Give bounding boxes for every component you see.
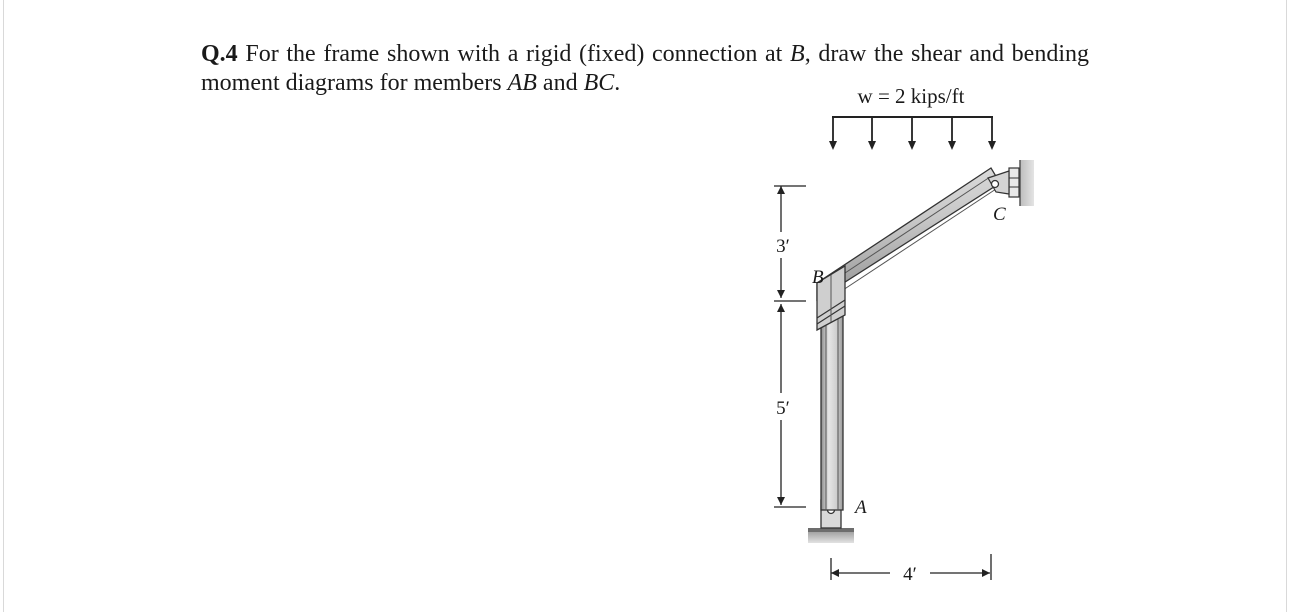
question-text-part-4: . [614, 70, 621, 96]
wall-c [1020, 160, 1034, 206]
vertical-dimensions [774, 186, 806, 507]
member-ab-ref: AB [507, 70, 537, 96]
support-c [988, 160, 1034, 206]
question-text-part-1: For the frame shown with a rigid (fixed) connection at [237, 41, 791, 67]
label-b: B [812, 267, 824, 288]
dimension-4ft: 4′ [903, 564, 917, 585]
label-a: A [855, 497, 867, 518]
pin-c [992, 181, 999, 188]
roller-plate-c [1009, 168, 1019, 197]
distributed-load [829, 84, 996, 150]
ground-base [808, 531, 854, 543]
label-c: C [993, 204, 1006, 225]
load-label: w = 2 kips/ft [857, 84, 965, 108]
load-arrows [829, 117, 996, 150]
question-number: Q.4 [201, 41, 238, 67]
dimension-3ft: 3′ [776, 236, 790, 257]
member-bc-ref: BC [583, 70, 615, 96]
question-text-part-2: , draw the shear and bending moment diagrams for members [201, 41, 1089, 96]
dimension-5ft: 5′ [776, 398, 790, 419]
question-text-part-3: and [536, 70, 584, 96]
joint-b-ref: B [790, 41, 805, 67]
member-ab [821, 298, 843, 510]
